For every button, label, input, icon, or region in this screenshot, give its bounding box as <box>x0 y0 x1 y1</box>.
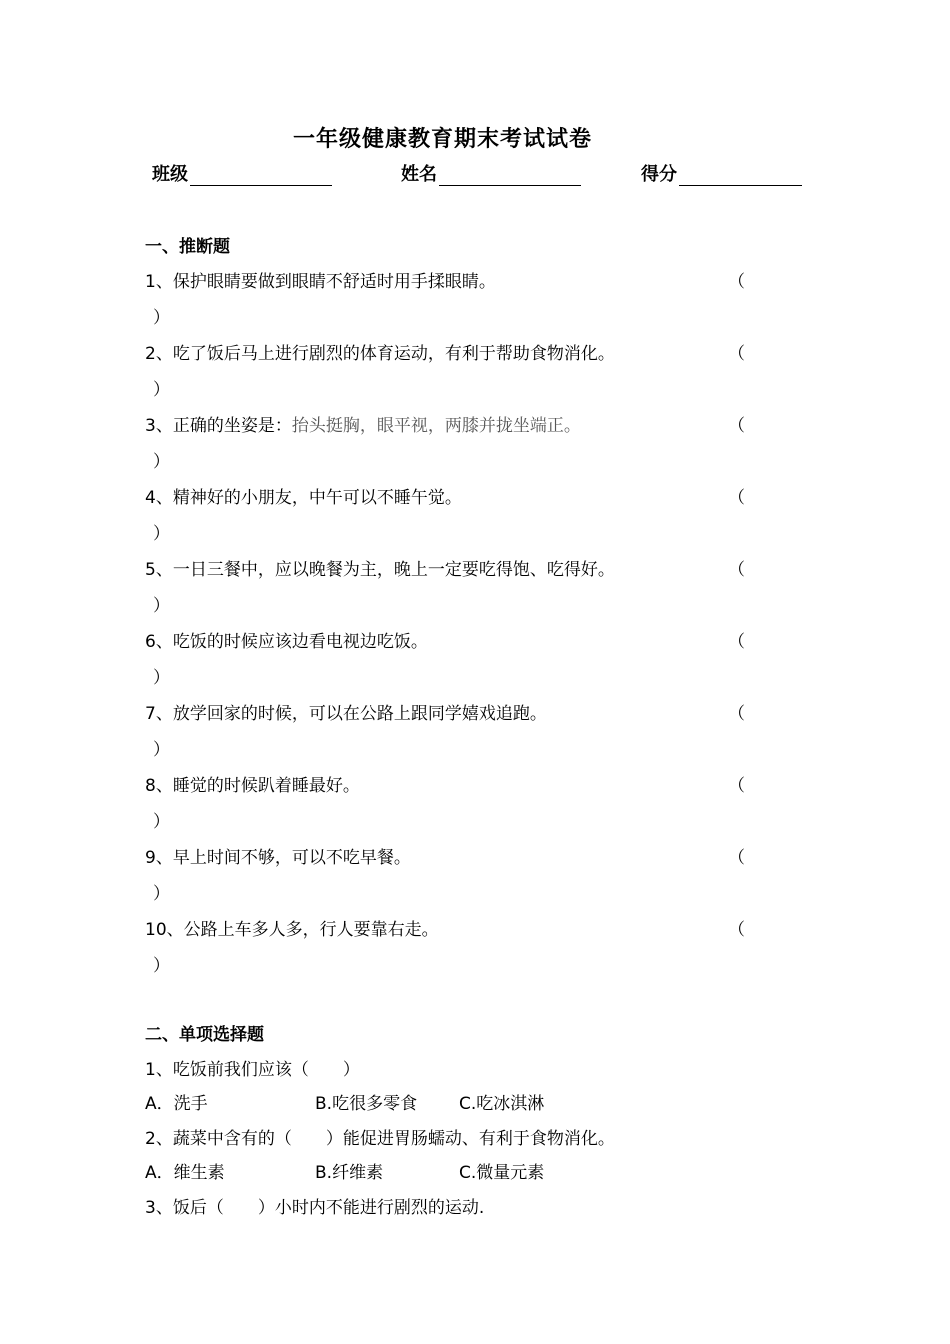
answer-paren-open[interactable]: （ <box>728 272 745 292</box>
answer-paren-close: ） <box>153 956 170 976</box>
answer-paren-close: ） <box>153 596 170 616</box>
judgment-question-7: 7、放学回家的时候，可以在公路上跟同学嬉戏追跑。 <box>145 704 547 724</box>
choice-options-2 <box>145 1158 845 1182</box>
answer-paren-close: ） <box>153 524 170 544</box>
class-label: 班级 <box>152 164 188 185</box>
name-field <box>401 160 581 186</box>
choice-question-3: 3、饭后（ ）小时内不能进行剧烈的运动. <box>145 1198 485 1218</box>
class-field <box>152 160 332 186</box>
answer-paren-open[interactable]: （ <box>728 416 745 436</box>
name-label: 姓名 <box>401 164 437 185</box>
answer-paren-open[interactable]: （ <box>728 632 745 652</box>
answer-paren-close: ） <box>153 884 170 904</box>
class-blank[interactable] <box>190 163 332 186</box>
answer-paren-close: ） <box>153 308 170 328</box>
answer-paren-open[interactable]: （ <box>728 488 745 508</box>
section-choice-title: 二、单项选择题 <box>145 1025 264 1045</box>
option-c[interactable]: C.吃冰淇淋 <box>459 1094 545 1114</box>
section-judgment-title: 一、推断题 <box>145 237 230 257</box>
student-info-row <box>0 160 950 190</box>
answer-paren-open[interactable]: （ <box>728 704 745 724</box>
name-blank[interactable] <box>439 163 581 186</box>
page-title: 一年级健康教育期末考试试卷 <box>292 127 592 152</box>
answer-paren-close: ） <box>153 740 170 760</box>
answer-paren-close: ） <box>153 668 170 688</box>
score-label: 得分 <box>641 164 677 185</box>
answer-paren-close: ） <box>153 452 170 472</box>
judgment-question-6: 6、吃饭的时候应该边看电视边吃饭。 <box>145 632 428 652</box>
option-b[interactable]: B.纤维素 <box>315 1163 384 1183</box>
question-3-prefix: 3、正确的坐姿是： <box>145 416 292 436</box>
judgment-question-2: 2、吃了饭后马上进行剧烈的体育运动，有利于帮助食物消化。 <box>145 344 615 364</box>
judgment-question-5: 5、一日三餐中，应以晚餐为主，晚上一定要吃得饱、吃得好。 <box>145 560 615 580</box>
choice-options-1 <box>145 1089 845 1113</box>
option-c[interactable]: C.微量元素 <box>459 1163 545 1183</box>
judgment-question-10: 10、公路上车多人多，行人要靠右走。 <box>145 920 439 940</box>
judgment-question-4: 4、精神好的小朋友，中午可以不睡午觉。 <box>145 488 462 508</box>
answer-paren-open[interactable]: （ <box>728 560 745 580</box>
judgment-question-1: 1、保护眼睛要做到眼睛不舒适时用手揉眼睛。 <box>145 272 496 292</box>
answer-paren-open[interactable]: （ <box>728 776 745 796</box>
score-blank[interactable] <box>679 163 802 186</box>
judgment-question-8: 8、睡觉的时候趴着睡最好。 <box>145 776 360 796</box>
option-b[interactable]: B.吃很多零食 <box>315 1094 418 1114</box>
answer-paren-open[interactable]: （ <box>728 344 745 364</box>
score-field <box>641 160 802 186</box>
judgment-question-9: 9、早上时间不够，可以不吃早餐。 <box>145 848 411 868</box>
choice-question-1: 1、吃饭前我们应该（ ） <box>145 1060 360 1080</box>
question-3-body: 抬头挺胸，眼平视，两膝并拢坐端正。 <box>291 416 581 436</box>
answer-paren-open[interactable]: （ <box>728 848 745 868</box>
option-a[interactable]: A．洗手 <box>145 1094 208 1114</box>
answer-paren-close: ） <box>153 812 170 832</box>
answer-paren-close: ） <box>153 380 170 400</box>
option-a[interactable]: A．维生素 <box>145 1163 225 1183</box>
choice-question-2: 2、蔬菜中含有的（ ）能促进胃肠蠕动、有利于食物消化。 <box>145 1129 615 1149</box>
judgment-question-3 <box>145 411 581 436</box>
answer-paren-open[interactable]: （ <box>728 920 745 940</box>
